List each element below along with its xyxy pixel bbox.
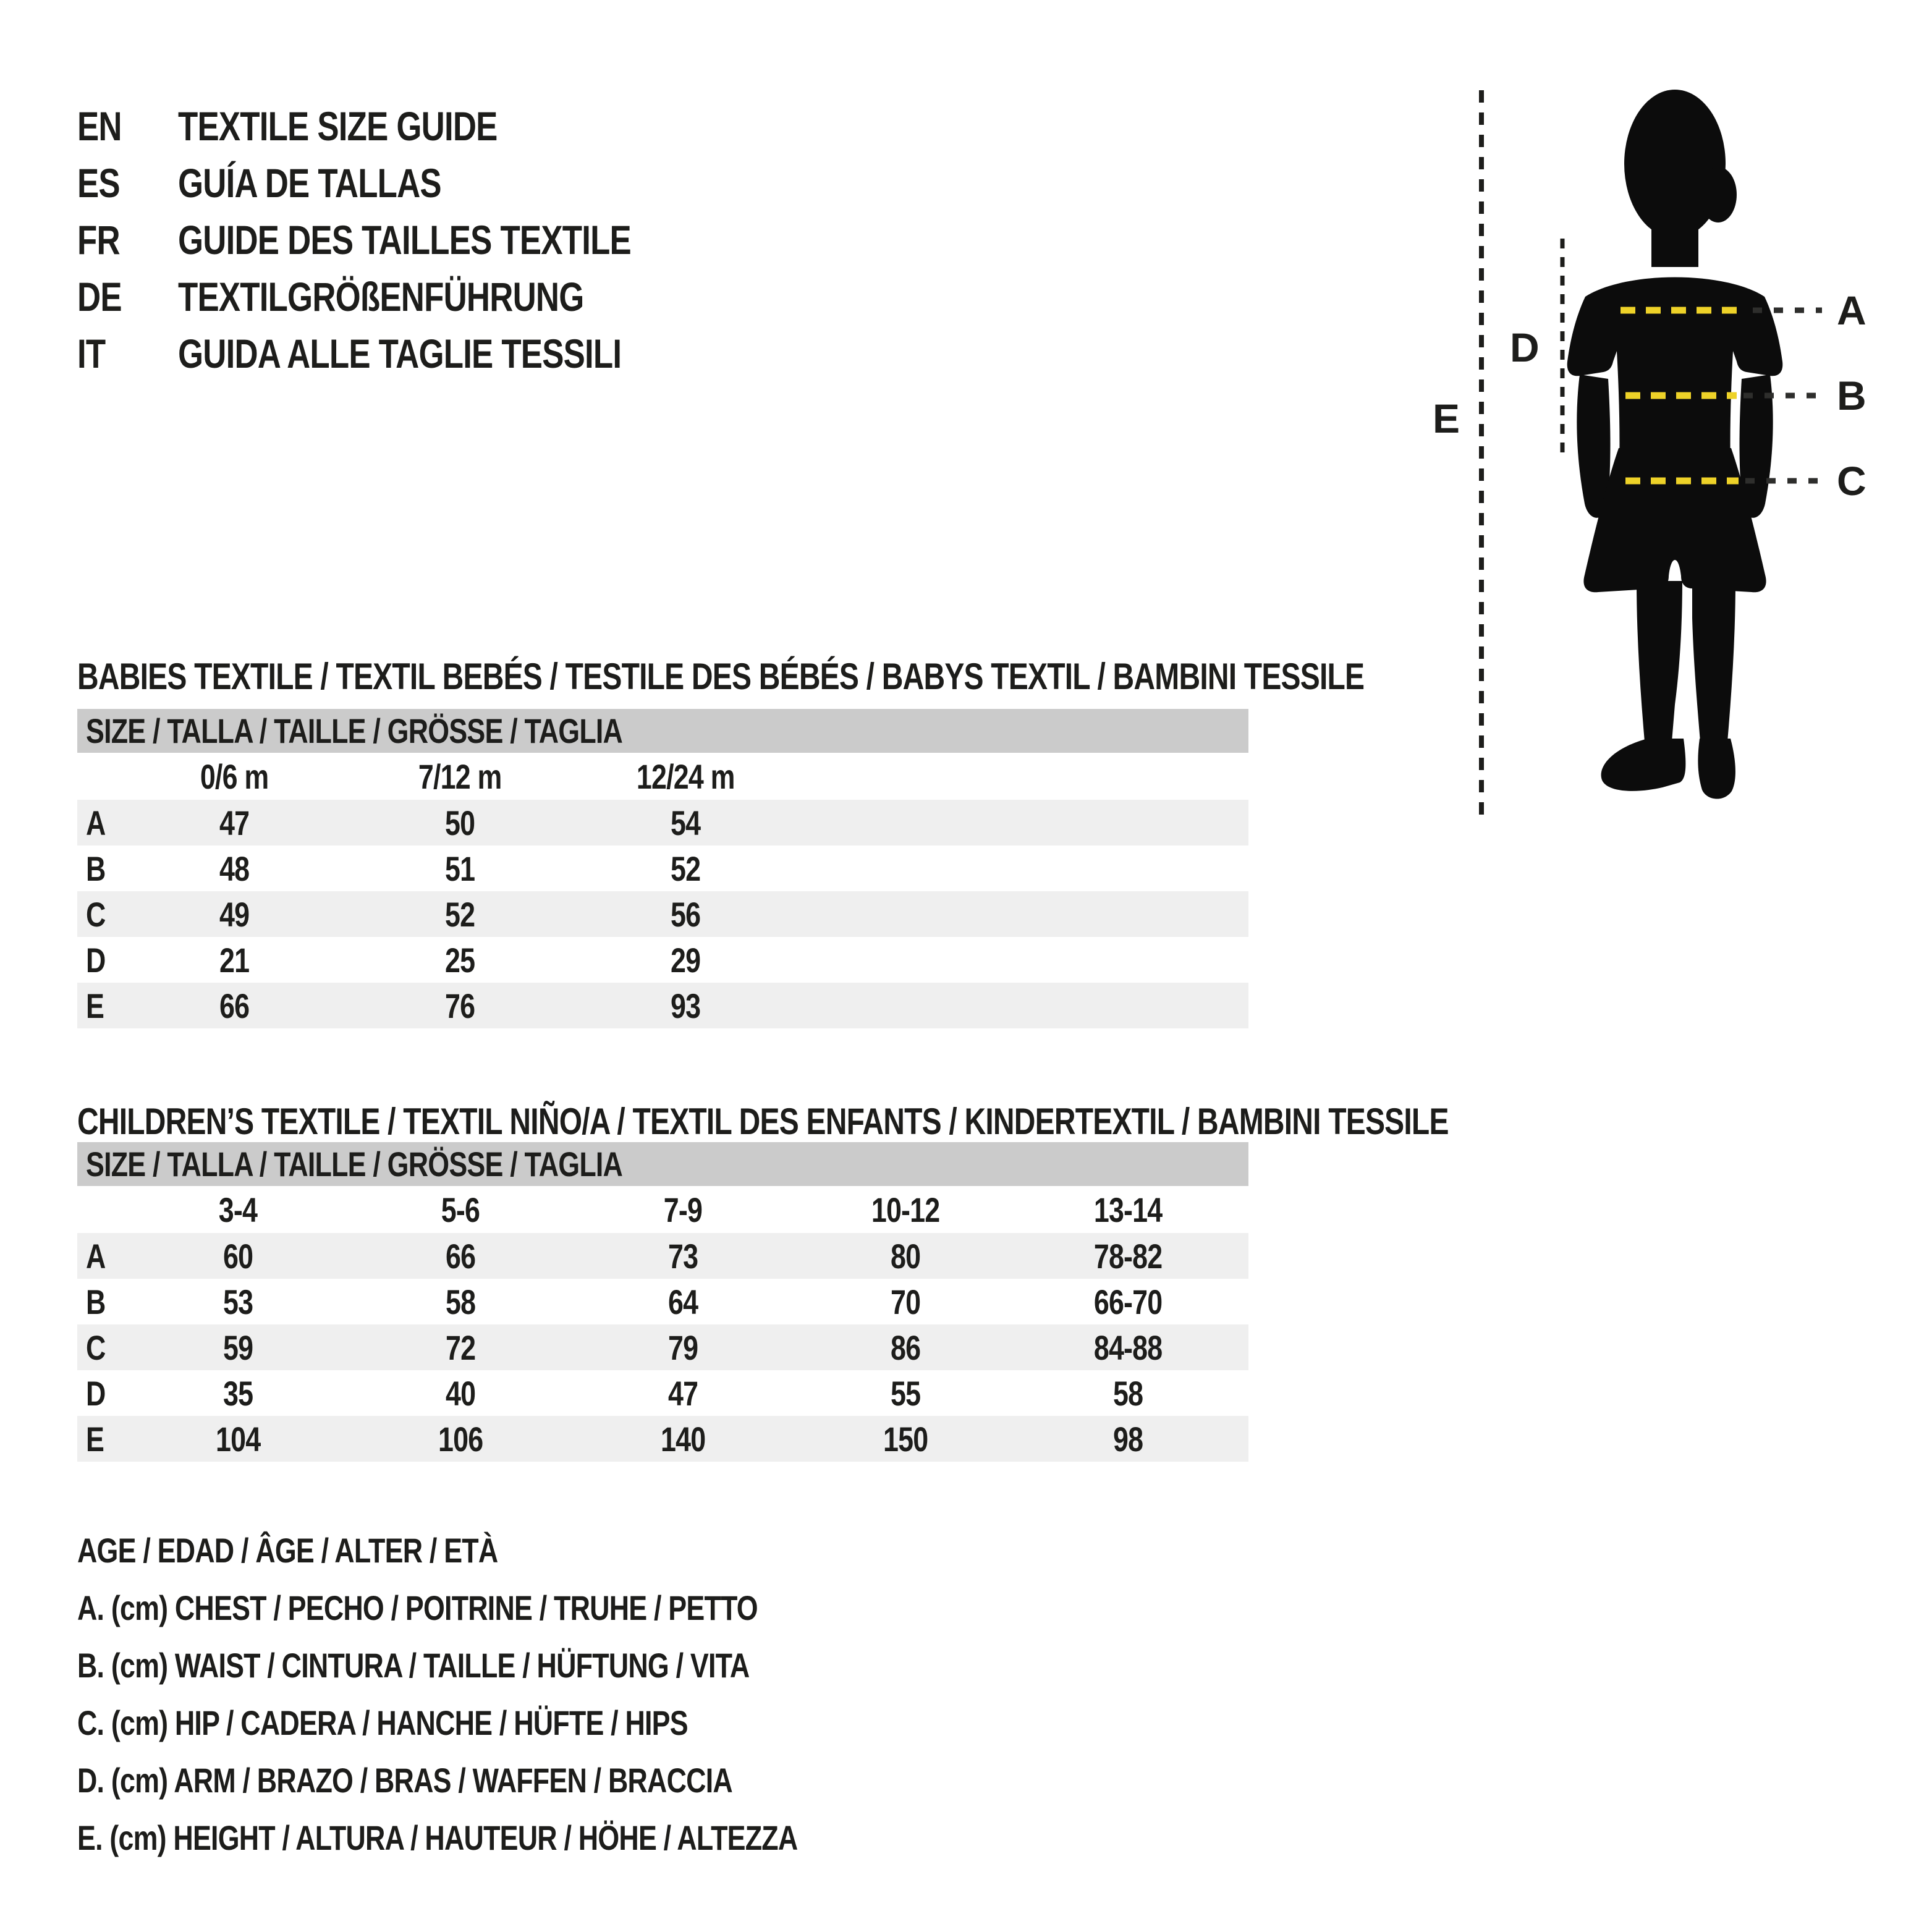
babies-size-header-bar: SIZE / TALLA / TAILLE / GRÖSSE / TAGLIA xyxy=(77,709,1248,753)
table-row: A 47 50 54 xyxy=(77,800,1248,845)
babies-section-title: BABIES TEXTILE / TEXTIL BEBÉS / TESTILE DES BÉBÉS / BABYS TEXTIL / BAMBINI TESSILE xyxy=(77,656,1365,697)
babies-col-0-6m: 0/6 m xyxy=(200,756,269,796)
table-row: E 66 76 93 xyxy=(77,983,1248,1028)
babies-col-12-24m: 12/24 m xyxy=(637,756,735,796)
children-size-header-bar: SIZE / TALLA / TAILLE / GRÖSSE / TAGLIA xyxy=(77,1142,1248,1186)
language-row-it xyxy=(77,325,745,382)
legend-age: AGE / EDAD / ÂGE / ALTER / ETÀ xyxy=(77,1531,498,1570)
table-row: D 35 40 47 55 58 xyxy=(86,1373,1143,1413)
table-row: D 21 25 29 xyxy=(86,940,701,980)
measurement-legend xyxy=(77,1522,978,1866)
measure-label-e: E xyxy=(1433,396,1460,441)
table-row: B 53 58 64 70 66-70 xyxy=(86,1282,1163,1321)
language-row-fr xyxy=(77,211,745,268)
table-row: B 48 51 52 xyxy=(86,849,701,888)
table-row: E 104 106 140 150 98 xyxy=(77,1416,1248,1462)
language-row-en xyxy=(77,98,745,155)
table-row: C 59 72 79 86 84-88 xyxy=(77,1324,1248,1370)
language-code-it: IT xyxy=(77,331,106,376)
babies-col-7-12m: 7/12 m xyxy=(418,756,502,796)
measure-label-b: B xyxy=(1837,373,1866,418)
language-code-es: ES xyxy=(77,160,120,206)
guide-title-de: TEXTILGRÖßENFÜHRUNG xyxy=(178,274,584,320)
language-code-en: EN xyxy=(77,103,122,149)
guide-title-fr: GUIDE DES TAILLES TEXTILE xyxy=(178,217,632,263)
children-col-3-4: 3-4 xyxy=(218,1190,258,1229)
children-size-table xyxy=(77,1142,1248,1462)
language-row-de xyxy=(77,268,745,325)
guide-title-it: GUIDA ALLE TAGLIE TESSILI xyxy=(178,331,622,376)
language-code-fr: FR xyxy=(77,217,120,263)
language-title-list xyxy=(77,98,745,382)
legend-waist: B. (cm) WAIST / CINTURA / TAILLE / HÜFTUNG / VITA xyxy=(77,1646,750,1685)
legend-hip: C. (cm) HIP / CADERA / HANCHE / HÜFTE / HIPS xyxy=(77,1703,688,1742)
babies-column-header-row xyxy=(77,753,1248,800)
measure-label-c: C xyxy=(1837,458,1866,504)
measure-label-d: D xyxy=(1510,324,1540,370)
children-col-13-14: 13-14 xyxy=(1093,1190,1163,1229)
measure-label-a: A xyxy=(1837,287,1866,333)
babies-size-table xyxy=(77,709,1248,1028)
guide-title-en: TEXTILE SIZE GUIDE xyxy=(178,103,498,149)
children-col-7-9: 7-9 xyxy=(663,1190,703,1229)
child-measurement-diagram xyxy=(1409,49,1932,828)
children-section-title: CHILDREN’S TEXTILE / TEXTIL NIÑO/A / TEXTIL DES ENFANTS / KINDERTEXTIL / BAMBINI TESSILE xyxy=(77,1101,1449,1142)
language-code-de: DE xyxy=(77,274,122,320)
children-col-10-12: 10-12 xyxy=(871,1190,940,1229)
table-row: A 60 66 73 80 78-82 xyxy=(77,1233,1248,1279)
legend-chest: A. (cm) CHEST / PECHO / POITRINE / TRUHE / PETTO xyxy=(77,1588,758,1627)
legend-arm: D. (cm) ARM / BRAZO / BRAS / WAFFEN / BRACCIA xyxy=(77,1761,732,1800)
guide-title-es: GUÍA DE TALLAS xyxy=(178,160,442,206)
legend-height: E. (cm) HEIGHT / ALTURA / HAUTEUR / HÖHE / ALTEZZA xyxy=(77,1818,798,1857)
children-col-5-6: 5-6 xyxy=(441,1190,480,1229)
table-row: C 49 52 56 xyxy=(77,891,1248,937)
children-column-header-row xyxy=(77,1186,1248,1233)
language-row-es xyxy=(77,155,745,211)
